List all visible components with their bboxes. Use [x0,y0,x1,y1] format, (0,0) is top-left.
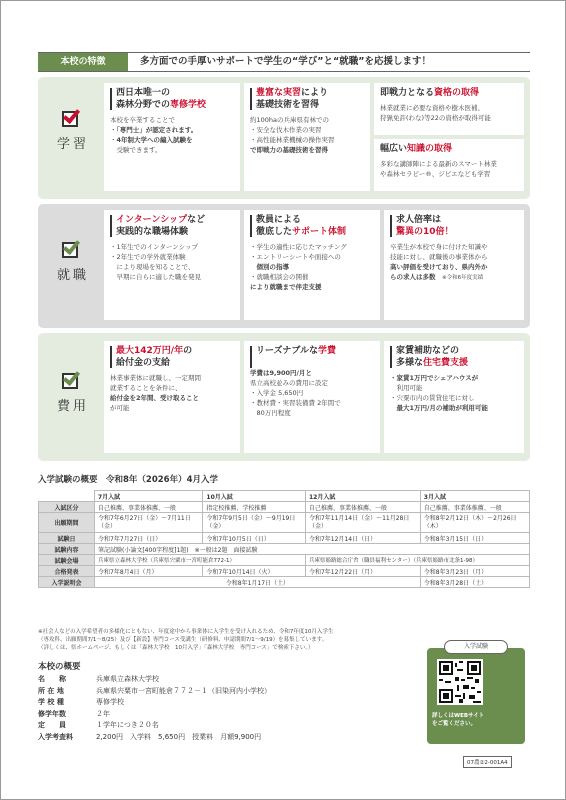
overview-title: 本校の概要 [38,662,81,672]
section-cost [38,333,530,461]
section-label: 就職 [56,268,89,283]
exam-table [38,490,530,588]
section-employment [38,204,530,328]
card-tuition: リーズナブルな学費 学費は9,900円/月と 県立高校並みの費用に設定 ・入学金 5,650円 ・教材費・実習装備費 2年間で 80万円程度 [244,341,380,453]
card-support: 教員による 徹底したサポート体制 ・学生の適性に応じたマッチング ・エントリーシートや面接への 個別の指導 ・就職相談会の開催 により就職まで伴走支援 [244,210,380,320]
table-row: 合格発表 令和7年8月4日（月） 令和7年10月14日（火） 令和7年12月22日（月） 令和8年3月23日（月） [39,566,530,577]
qr-tag: 入学試験 [444,640,508,654]
exam-note: ※社会人などの入学希望者の多様化にともない、年度途中から事業体に入学生を受け入れるため、令和7年度10月入学生 （専攻科、出願期間7/1〜8/25）及び【新設】専門コース受講生（研修料、申請期間7/1〜9/19）を募集しています。 （詳しくは、県ホームページ、もしくは「森林大学校 10月入学」「森林大学校 専門コース」で検索下さい。） [38,629,334,651]
qr-code-icon [439,661,481,703]
column-header: 7月入試 [95,491,203,502]
table-row: 試験会場 兵庫県立森林大学校（兵庫県宍粟市一宮町能倉772-1） 兵庫県姫路総合庁舎（職員福利センター）（兵庫県姫路市北条1-98） [39,555,530,566]
list-item: 学 校 種 専修学校 [38,698,124,707]
learning-side [48,107,98,152]
card-practice: 豊富な実習により 基礎技術を習得 約100haの兵庫県有林での ・安全な伐木作業の実習 ・高性能林業機械の操作実習 で即戦力の基礎技術を習得 [244,83,370,191]
card-job-ratio: 求人倍率は 驚異の10倍！ 卒業生が本校で身に付けた知識や 技能に対し、就職後の事業体から 高い評価を受けており、県内外か らの求人は多数 ※令和6年度実績 [384,210,524,320]
card-qualification: 即戦力となる資格の取得 林業就業に必要な資格や樹木医補、 狩猟免許(わな)等22の資格が取得可能 [374,83,524,135]
overview-list [38,674,271,744]
employment-side [48,238,98,283]
table-row: 試験内容 筆記試験(小論文[400字程度]1題) ※一般は2題 面接試験 [39,544,530,555]
table-row: 入学説明会 令和8年1月17日（土） 令和8年3月28日（土） [39,577,530,588]
list-item: 修学年数 ２年 [38,709,110,718]
section-label: 学習 [56,137,89,152]
list-item: 所 在 地 兵庫県宍粟市一宮町能倉７７２－１（旧染河内小学校） [38,686,271,695]
document-code: 07農②2-001A4 [463,756,512,768]
column-header: 10月入試 [203,491,306,502]
list-item: 入学考査料 2,200円 入学料 5,650円 授業料 月額9,900円 [38,732,262,741]
card-housing: 家賃補助などの 多様な住宅費支援 ・家賃1万円でシェアハウスが 利用可能 ・宍粟市内の賃貸住宅に対し 最大1万円/月の補助が利用可能 [384,341,524,453]
qr-code[interactable] [437,659,483,705]
column-header: 12月入試 [305,491,420,502]
card-internship: インターンシップなど 実践的な職場体験 ・1年生でのインターンシップ ・2年生での学外就業体験 により現場を知ることで、 早期に自らに適した職を発見 [104,210,240,320]
list-item: 名 称 兵庫県立森林大学校 [38,675,159,683]
table-row: 入試区分 自己推薦、事業体推薦、一般 指定校推薦、学校推薦 自己推薦、事業体推薦、一般 自己推薦、事業体推薦、一般 [39,502,530,513]
section-label: 費用 [56,399,89,414]
check-icon [59,107,87,127]
column-header: 3月入試 [420,491,529,502]
check-icon [59,369,87,389]
table-header-row [39,491,530,502]
list-item: 定 員 １学年につき２０名 [38,721,159,730]
card-school: 西日本唯一の 森林分野での専修学校 本校を卒業することで ・「専門士」が認定されます。 ・4年制大学への編入試験を 受験できます。 [104,83,240,191]
features-tag: 本校の特徴 [38,53,128,71]
features-header [38,52,530,72]
features-tagline: 多方面での手厚いサポートで学生の“学び”と“就職”を応援します！ [140,56,431,67]
card-knowledge: 幅広い知識の取得 多彩な講師陣による最新のスマート林業 や森林セラピー®、ジビエなども学習 [374,139,524,191]
table-row: 試験日 令和7年7月27日（日） 令和7年10月5日（日） 令和7年12月14日（日） 令和8年3月15日（日） [39,533,530,544]
exam-title: 入学試験の概要 令和8年（2026年）4月入学 [38,475,218,485]
section-learning [38,77,530,199]
cost-side [48,369,98,414]
check-icon [59,238,87,258]
card-grant: 最大142万円/年の 給付金の支給 林業事業体に就職し、一定期間 就業することを条件に、 給付金を2年間、受け取ること が可能 [104,341,240,453]
qr-caption: 詳しくはWEBサイト をご覧ください。 [432,713,485,727]
table-row: 出願期間 令和7年6月27日（金）〜7月11日（金） 令和7年9月5日（金）〜9月19日（金） 令和7年11月14日（金）〜11月28日（金） 令和8年2月12日（木）〜2月26日（木） [39,513,530,533]
